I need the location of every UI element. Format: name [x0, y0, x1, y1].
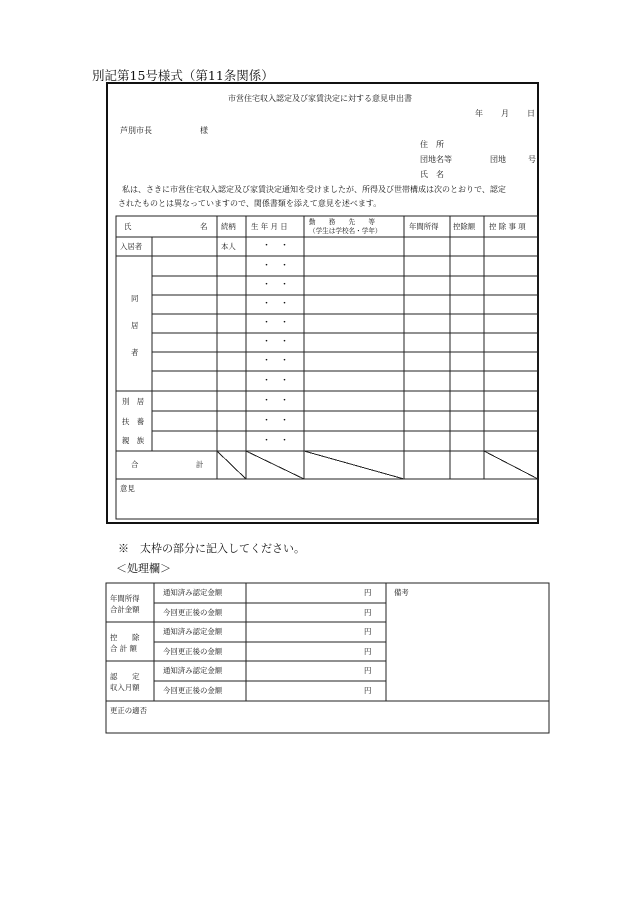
cohabitant-label-1: 同 [131, 294, 139, 303]
applicant-address-label: 住 所 [420, 140, 444, 149]
header-birthdate: 生 年 月 日 [251, 222, 288, 231]
approval-label: 更正の適否 [110, 706, 147, 715]
body-line-1: 私は、さきに市営住宅収入認定及び家賃決定通知を受けましたが、所得及び世帯構成は次のとおりで、認定 [122, 185, 506, 194]
birthdate-dots: ・ ・ [262, 299, 290, 309]
cohabitant-label-2: 居 [131, 321, 139, 330]
header-relationship: 続柄 [221, 222, 236, 231]
remarks-label: 備考 [394, 588, 409, 597]
header-name-left: 氏 [124, 222, 132, 231]
birthdate-dots: ・ ・ [262, 337, 290, 347]
yen-unit: 円 [364, 666, 372, 675]
header-annual-income: 年間所得 [409, 222, 439, 231]
total-label-right: 計 [196, 460, 204, 469]
header-name-right: 名 [200, 222, 208, 231]
yen-unit: 円 [364, 647, 372, 656]
header-workplace: 勤 務 先 等 [309, 218, 375, 226]
date-month: 月 [501, 109, 509, 118]
group-recognized-label-2: 収入月額 [110, 683, 140, 692]
header-deduction-items: 控 除 事 項 [489, 222, 526, 231]
group-deduction-label-2: 合 計 額 [110, 644, 137, 653]
group-income-label-2: 合計金額 [110, 605, 140, 614]
row-notified-amount: 通知済み認定金額 [163, 627, 223, 636]
yen-unit: 円 [364, 608, 372, 617]
applicant-complex-label: 団地名等 [420, 155, 452, 164]
birthdate-dots: ・ ・ [262, 261, 290, 271]
processing-heading: ＜処理欄＞ [116, 562, 171, 575]
group-deduction-label-1: 控 除 [110, 633, 140, 642]
group-income-label-1: 年間所得 [110, 594, 140, 603]
date-day: 日 [527, 109, 535, 118]
date-year: 年 [475, 109, 483, 118]
separate-label-2: 扶 養 [122, 417, 145, 426]
birthdate-dots: ・ ・ [262, 396, 290, 406]
document-heading: 市営住宅収入認定及び家賃決定に対する意見申出書 [228, 94, 412, 103]
header-workplace-sub: （学生は学校名・学年） [309, 227, 382, 235]
total-label-left: 合 [131, 460, 139, 469]
birthdate-dots: ・ ・ [262, 318, 290, 328]
opinion-label: 意見 [120, 484, 135, 493]
row-revised-amount: 今回更正後の金額 [163, 647, 223, 656]
resident-label: 入居者 [120, 242, 143, 251]
birthdate-dots: ・ ・ [262, 436, 290, 446]
applicant-unit-suffix: 号 [528, 155, 536, 164]
separate-label-1: 別 居 [122, 397, 145, 406]
birthdate-dots: ・ ・ [262, 280, 290, 290]
separate-label-3: 親 族 [122, 436, 145, 445]
yen-unit: 円 [364, 588, 372, 597]
form-title: 別記第15号様式（第11条関係） [92, 68, 274, 83]
applicant-complex-suffix: 団地 [490, 155, 506, 164]
birthdate-dots: ・ ・ [262, 356, 290, 366]
header-deduction: 控除額 [453, 222, 476, 231]
row-revised-amount: 今回更正後の金額 [163, 608, 223, 617]
yen-unit: 円 [364, 627, 372, 636]
body-line-2: されたものとは異なっていますので、関係書類を添えて意見を述べます。 [118, 199, 382, 208]
group-recognized-label-1: 認 定 [110, 672, 140, 681]
yen-unit: 円 [364, 686, 372, 695]
applicant-name-label: 氏 名 [420, 170, 444, 179]
row-revised-amount: 今回更正後の金額 [163, 686, 223, 695]
instruction-note: ※ 太枠の部分に記入してください。 [118, 542, 305, 555]
birthdate-dots: ・ ・ [262, 376, 290, 386]
row-notified-amount: 通知済み認定金額 [163, 588, 223, 597]
resident-relationship: 本人 [221, 242, 236, 251]
row-notified-amount: 通知済み認定金額 [163, 666, 223, 675]
addressee-name: 芦別市長 [120, 126, 152, 135]
birthdate-dots: ・ ・ [262, 416, 290, 426]
birthdate-dots: ・ ・ [262, 241, 290, 251]
cohabitant-label-3: 者 [131, 348, 139, 357]
addressee-honorific: 様 [200, 126, 208, 135]
